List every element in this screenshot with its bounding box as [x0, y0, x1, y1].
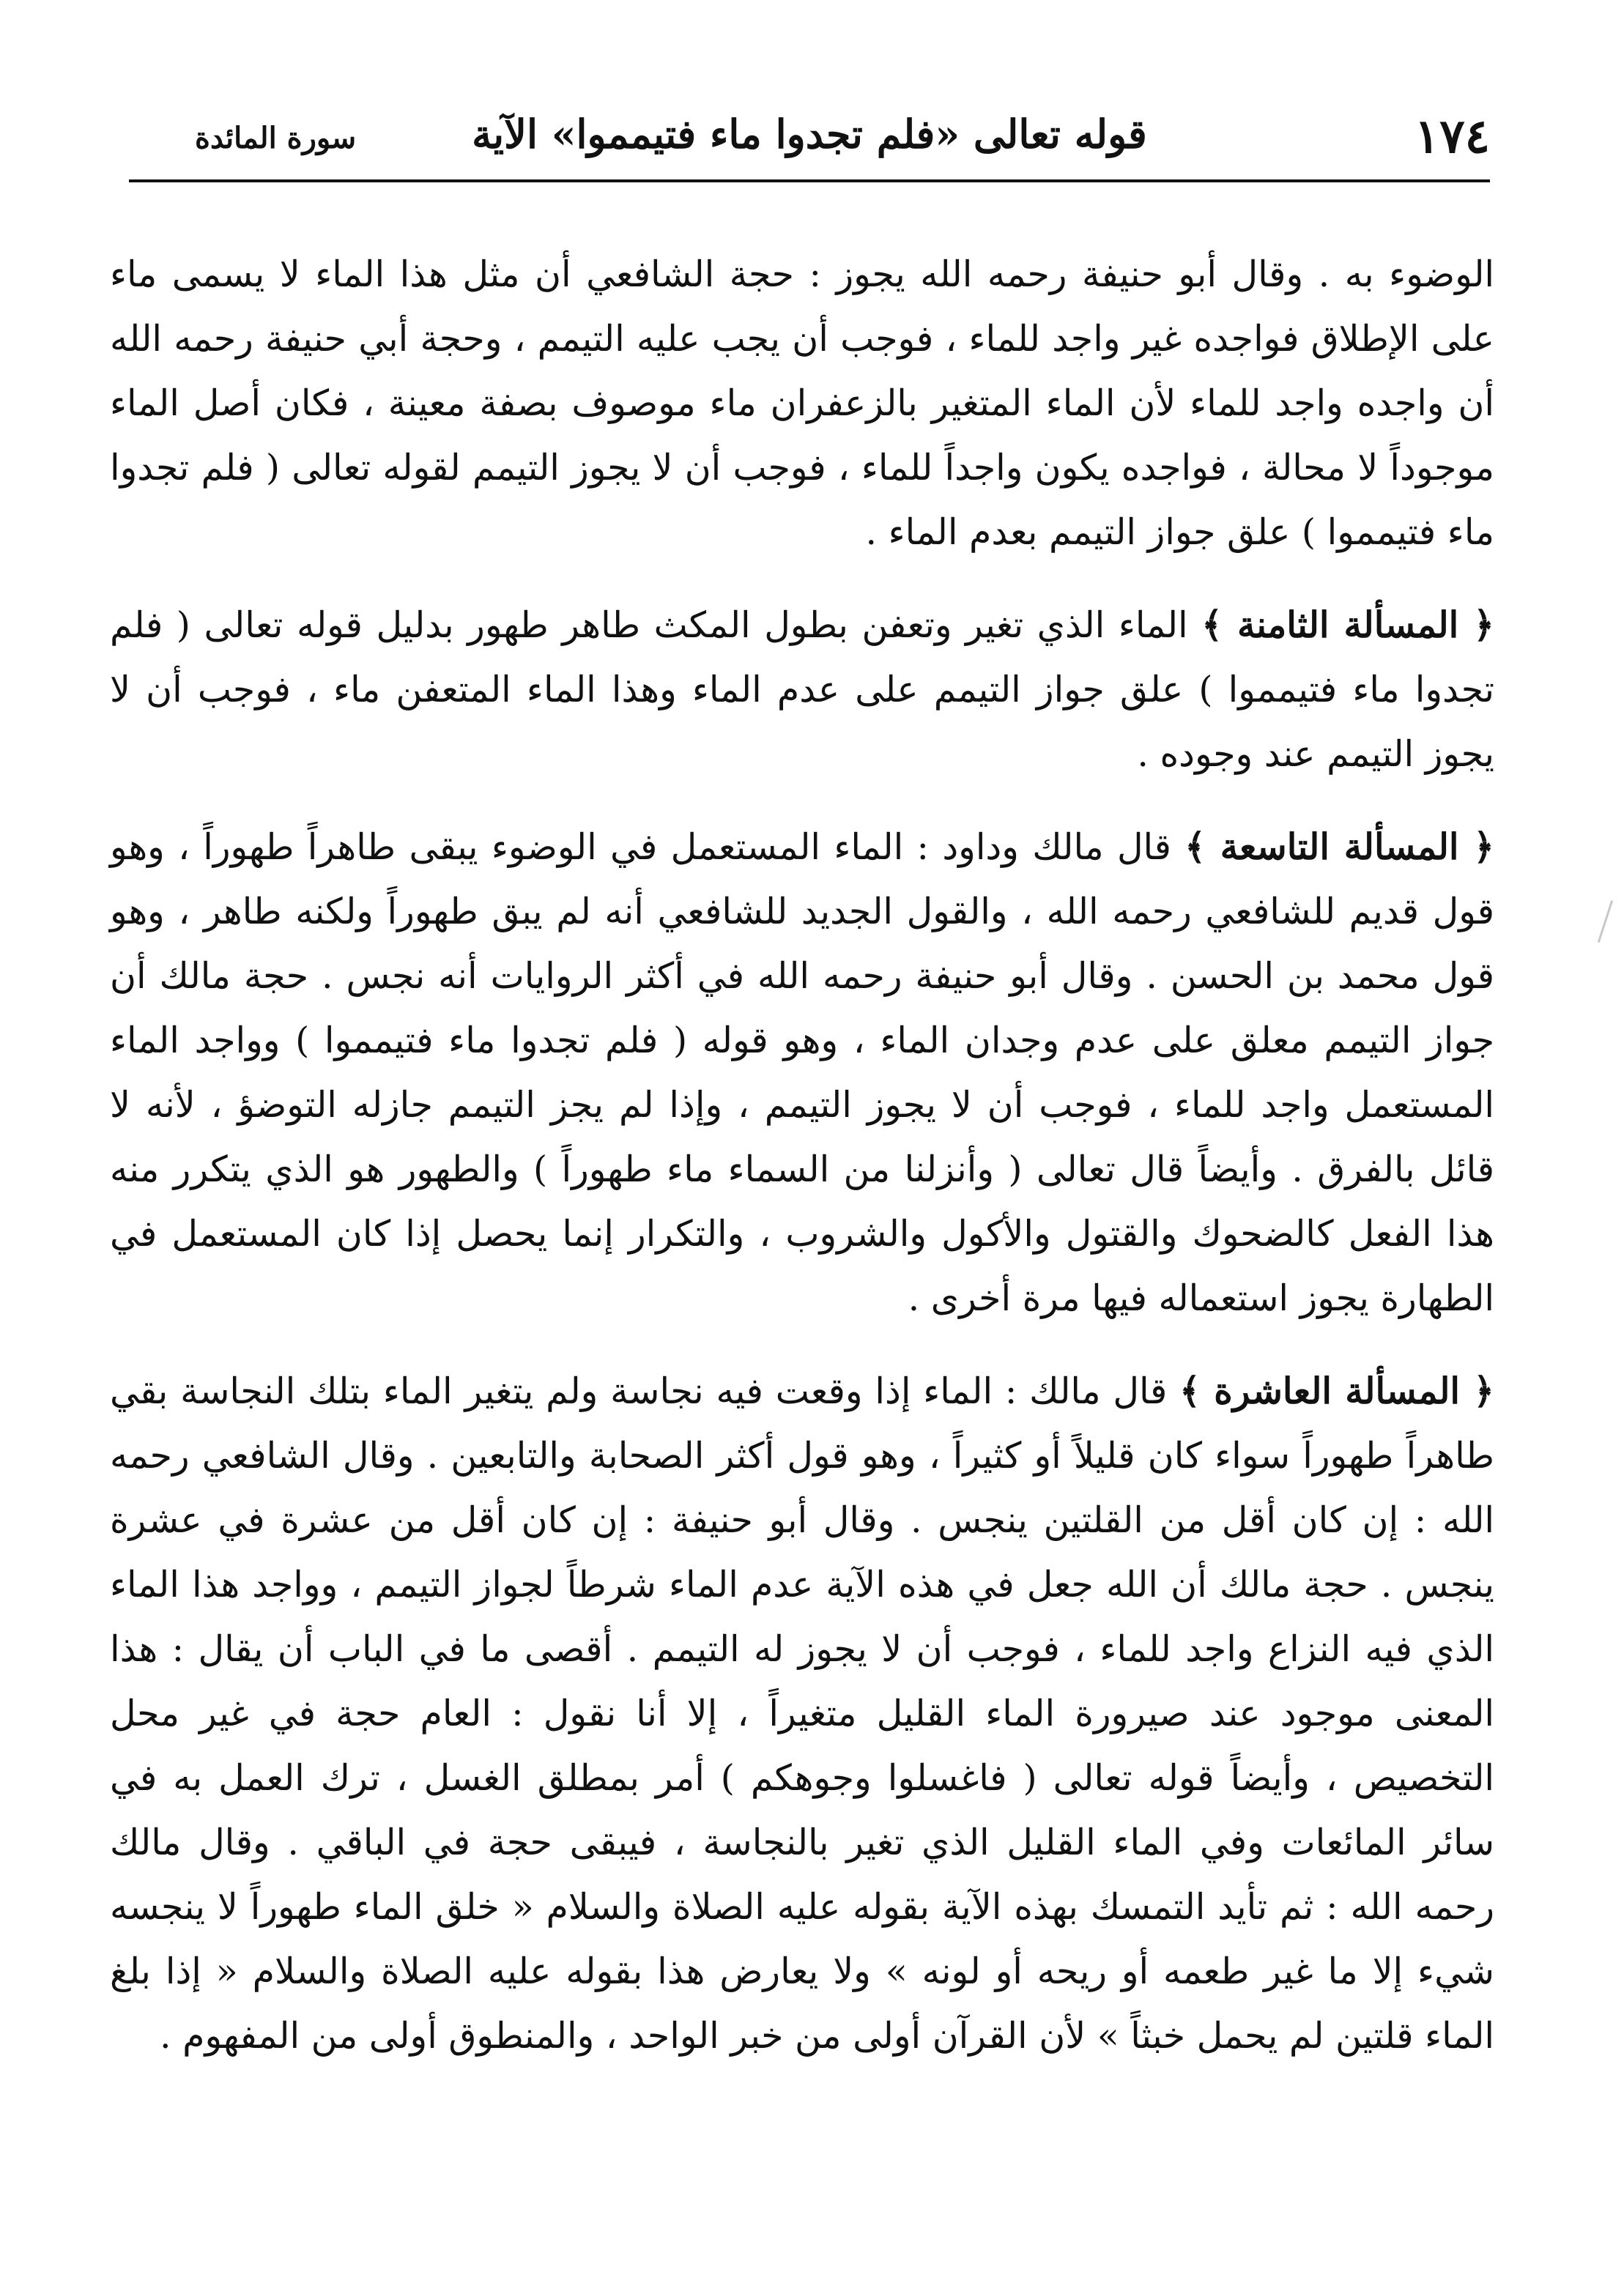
- page-number: ١٧٤: [1414, 109, 1490, 164]
- paragraph-4: [110, 1359, 1494, 2068]
- paragraph-text: قال مالك : الماء إذا وقعت فيه نجاسة ولم يتغير الماء بتلك النجاسة بقي طاهراً طهوراً سواء كان قليلاً أو كثيراً ، وهو قول أكثر الصحابة والتابعين . وقال الشافعي رحمه الله : إن كان أقل من القلتين ينجس . وقال أبو حنيفة : إن كان أقل من عشرة في عشرة ينجس . حجة مالك أن الله جعل في هذه الآية عدم الماء شرطاً لجواز التيمم ، وواجد هذا الماء الذي فيه النزاع واجد للماء ، فوجب أن لا يجوز له التيمم . أقصى ما في الباب أن يقال : هذا المعنى موجود عند صيرورة الماء القليل متغيراً ، إلا أنا نقول : العام حجة في غير محل التخصيص ، وأيضاً قوله تعالى ( فاغسلوا وجوهكم ) أمر بمطلق الغسل ، ترك العمل به في سائر المائعات وفي الماء القليل الذي تغير بالنجاسة ، فيبقى حجة في الباقي . وقال مالك رحمه الله : ثم تأيد التمسك بهذه الآية بقوله عليه الصلاة والسلام « خلق الماء طهوراً لا ينجسه شيء إلا ما غير طعمه أو ريحه أو لونه » ولا يعارض هذا بقوله عليه الصلاة والسلام « إذا بلغ الماء قلتين لم يحمل خبثاً » لأن القرآن أولى من خبر الواحد ، والمنطوق أولى من المفهوم .: [110, 1370, 1494, 2057]
- issue-title: ﴿ المسألة العاشرة ﴾: [1179, 1370, 1494, 1412]
- paragraph-text: الوضوء به . وقال أبو حنيفة رحمه الله يجوز : حجة الشافعي أن مثل هذا الماء لا يسمى ماء على الإطلاق فواجده غير واجد للماء ، فوجب أن يجب عليه التيمم ، وحجة أبي حنيفة رحمه الله أن واجده واجد للماء لأن الماء المتغير بالزعفران ماء موصوف بصفة معينة ، فكان أصل الماء موجوداً لا محالة ، فواجده يكون واجداً للماء ، فوجب أن لا يجوز التيمم لقوله تعالى ( فلم تجدوا ماء فتيمموا ) علق جواز التيمم بعدم الماء .: [110, 253, 1494, 553]
- issue-title: ﴿ المسألة الثامنة ﴾: [1201, 604, 1494, 646]
- paragraph-text: الماء الذي تغير وتعفن بطول المكث طاهر طهور بدليل قوله تعالى ( فلم تجدوا ماء فتيمموا ) علق جواز التيمم على عدم الماء وهذا الماء المتعفن ماء ، فوجب أن لا يجوز التيمم عند وجوده .: [110, 604, 1494, 775]
- surah-name: سورة المائدة: [195, 121, 357, 155]
- issue-title: ﴿ المسألة التاسعة ﴾: [1184, 825, 1494, 868]
- running-title: قوله تعالى «فلم تجدوا ماء فتيمموا» الآية: [472, 111, 1147, 157]
- running-header: [129, 99, 1490, 179]
- body-text: [110, 242, 1494, 2096]
- paragraph-3: [110, 814, 1494, 1331]
- paragraph-1: [110, 242, 1494, 565]
- paragraph-text: قال مالك وداود : الماء المستعمل في الوضوء يبقى طاهراً طهوراً ، وهو قول قديم للشافعي رحمه الله ، والقول الجديد للشافعي أنه لم يبق طهوراً ولكنه طاهر ، وهو قول محمد بن الحسن . وقال أبو حنيفة رحمه الله في أكثر الروايات أنه نجس . حجة مالك أن جواز التيمم معلق على عدم وجدان الماء ، وهو قوله ( فلم تجدوا ماء فتيمموا ) وواجد الماء المستعمل واجد للماء ، فوجب أن لا يجوز التيمم ، وإذا لم يجز التيمم جازله التوضؤ ، لأنه لا قائل بالفرق . وأيضاً قال تعالى ( وأنزلنا من السماء ماء طهوراً ) والطهور هو الذي يتكرر منه هذا الفعل كالضحوك والقتول والأكول والشروب ، والتكرار إنما يحصل إذا كان المستعمل في الطهارة يجوز استعماله فيها مرة أخرى .: [110, 826, 1494, 1319]
- paragraph-2: [110, 593, 1494, 787]
- header-divider: [129, 179, 1490, 182]
- scan-mark: [1598, 900, 1613, 943]
